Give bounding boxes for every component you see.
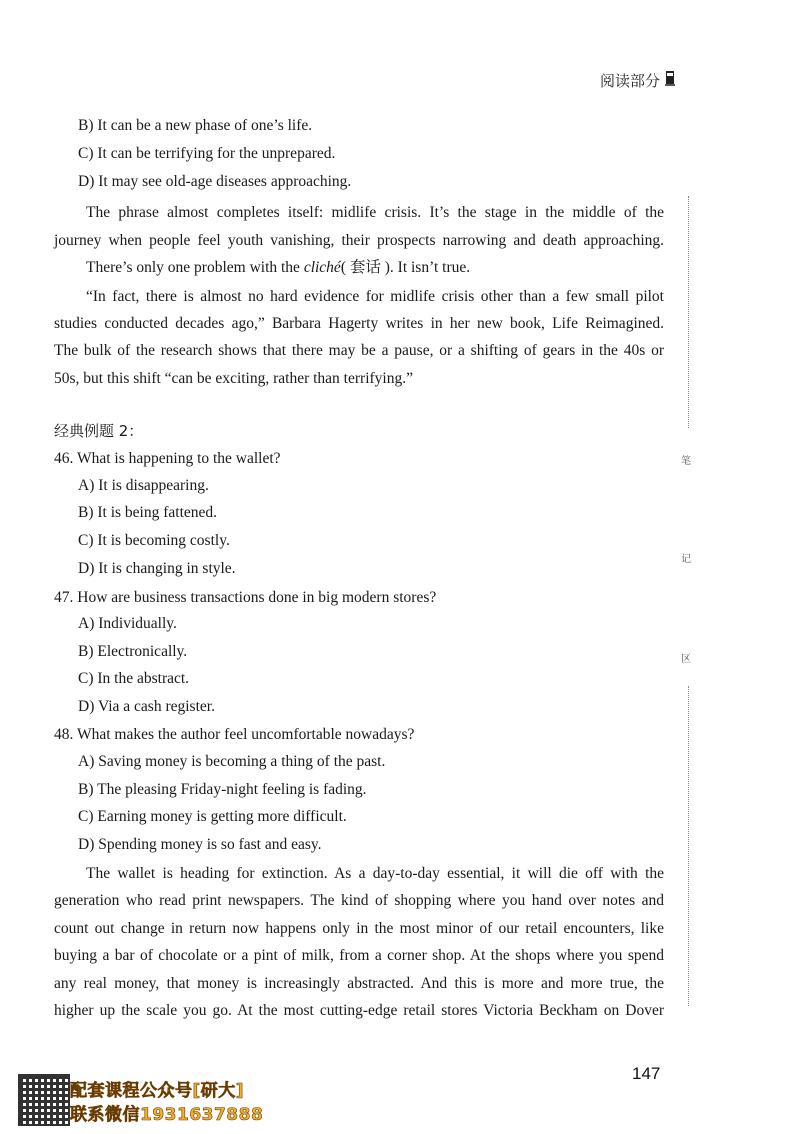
text-span: ( 套话 ). It isn’t true.: [340, 259, 471, 276]
option-b-block1: B) It can be a new phase of one’s life.: [78, 117, 313, 134]
option: A) It is disappearing.: [78, 477, 209, 494]
passage1-line: The bulk of the research shows that there may be a pause, or a shifting of gears in the 40s or: [54, 342, 664, 359]
section-header: 阅读部分: [599, 72, 660, 90]
book-icon: [664, 70, 676, 87]
banner-line-1: 配套课程公众号[研大]: [70, 1081, 245, 1101]
passage1-line: journey when people feel youth vanishing, their prospects narrowing and death approaching.: [54, 232, 664, 249]
option-d-block1: D) It may see old-age diseases approaching.: [78, 173, 352, 190]
option: B) Electronically.: [78, 643, 188, 660]
option: D) Spending money is so fast and easy.: [78, 836, 322, 853]
margin-note: 区: [681, 654, 691, 665]
option: A) Individually.: [78, 615, 177, 632]
question-46: 46. What is happening to the wallet?: [54, 450, 281, 467]
footer-banner: [18, 1074, 318, 1124]
option: B) It is being fattened.: [78, 504, 218, 521]
question-47: 47. How are business transactions done in big modern stores?: [54, 589, 437, 606]
option-c-block1: C) It can be terrifying for the unprepared.: [78, 145, 336, 162]
option: C) Earning money is getting more difficult.: [78, 808, 347, 825]
banner-line-2: 联系微信1931637888: [70, 1105, 264, 1125]
question-48: 48. What makes the author feel uncomfortable nowadays?: [54, 726, 415, 743]
option: B) The pleasing Friday-night feeling is fading.: [78, 781, 367, 798]
qr-code-icon: [18, 1074, 70, 1126]
margin-note: 笔: [681, 456, 691, 467]
passage2-line: higher up the scale you go. At the most cutting-edge retail stores Victoria Beckham on Dover: [54, 1002, 664, 1019]
passage2-line: any real money, that money is increasingly abstracted. And this is more and more true, the: [54, 975, 664, 992]
margin-rule-top: [688, 196, 689, 428]
passage2-line: The wallet is heading for extinction. As a day-to-day essential, it will die off with the: [86, 865, 664, 882]
example-heading: 经典例题 2：: [54, 422, 144, 440]
option: D) Via a cash register.: [78, 698, 215, 715]
page-number: 147: [632, 1064, 661, 1083]
passage2-line: generation who read print newspapers. The kind of shopping where you hand over notes and: [54, 892, 664, 909]
passage1-line: 50s, but this shift “can be exciting, rather than terrifying.”: [54, 370, 413, 387]
margin-rule-bottom: [688, 686, 689, 1006]
passage2-line: count out change in return now happens only in the most minor of our retail encounters, like: [54, 920, 664, 937]
passage1-line: “In fact, there is almost no hard evidence for midlife crisis other than a few small pilot: [86, 288, 664, 305]
option: D) It is changing in style.: [78, 560, 236, 577]
option: A) Saving money is becoming a thing of the past.: [78, 753, 386, 770]
passage2-line: buying a bar of chocolate or a pint of milk, from a corner shop. At the shops where you spend: [54, 947, 664, 964]
passage1-line: The phrase almost completes itself: midlife crisis. It’s the stage in the middle of the: [86, 204, 664, 221]
passage1-cliche-line: [86, 258, 470, 278]
option: C) It is becoming costly.: [78, 532, 230, 549]
margin-note: 记: [681, 554, 691, 565]
italic-term: cliché: [303, 259, 341, 276]
text-span: There’s only one problem with the: [86, 259, 304, 276]
option: C) In the abstract.: [78, 670, 190, 687]
passage1-line: studies conducted decades ago,” Barbara Hagerty writes in her new book, Life Reimagined.: [54, 315, 664, 332]
